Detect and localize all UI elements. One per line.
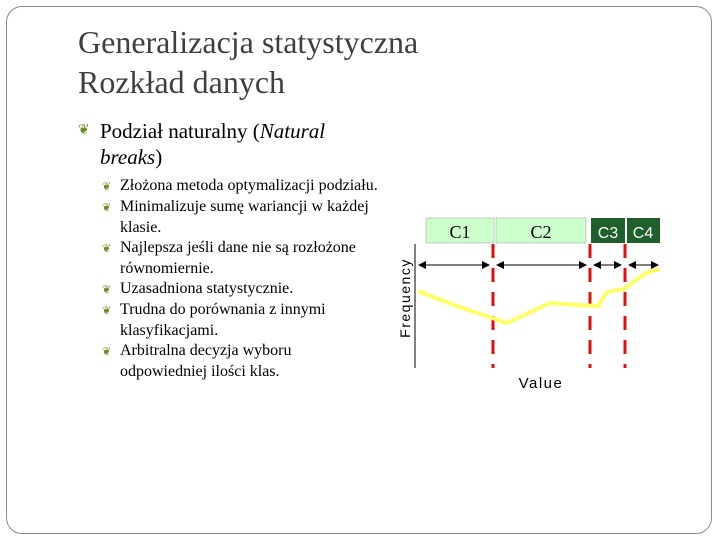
bullet-icon: ❦ xyxy=(78,123,90,138)
bullet-icon: ❦ xyxy=(102,202,112,214)
bullet-icon: ❦ xyxy=(102,346,112,358)
main-bullet-italic: Natural breaks xyxy=(100,119,326,169)
sub-bullet-text: Arbitralna decyzja wyboru odpowiedniej ilości klas. xyxy=(120,342,292,380)
bullet-icon: ❦ xyxy=(102,305,112,317)
class-label-c1: C1 xyxy=(449,222,471,242)
sub-bullet-text: Uzasadniona statystycznie. xyxy=(120,280,294,297)
sub-bullet-text: Trudna do porównania z innymi klasyfikacjami. xyxy=(120,301,326,339)
bullet-icon: ❦ xyxy=(102,181,112,193)
x-axis-label: Value xyxy=(518,375,564,392)
sub-bullet-text: Najlepsza jeśli dane nie są rozłożone równomiernie. xyxy=(120,239,356,277)
main-bullet-text: Podział naturalny ( xyxy=(100,119,260,143)
title-line-1: Generalizacja statystyczna xyxy=(78,24,419,60)
y-axis-label: Frequency xyxy=(397,258,413,338)
bullet-icon: ❦ xyxy=(102,243,112,255)
class-label-c2: C2 xyxy=(530,222,552,242)
bullet-icon: ❦ xyxy=(102,284,112,296)
sub-bullet-text: Złożona metoda optymalizacji podziału. xyxy=(120,177,378,194)
class-label-c3: C3 xyxy=(597,225,619,242)
title-line-2: Rozkład danych xyxy=(78,64,286,100)
main-bullet-close: ) xyxy=(155,145,163,169)
sub-bullet-text: Minimalizuje sumę wariancji w każdej klasie. xyxy=(120,198,369,236)
class-label-c4: C4 xyxy=(632,225,654,242)
